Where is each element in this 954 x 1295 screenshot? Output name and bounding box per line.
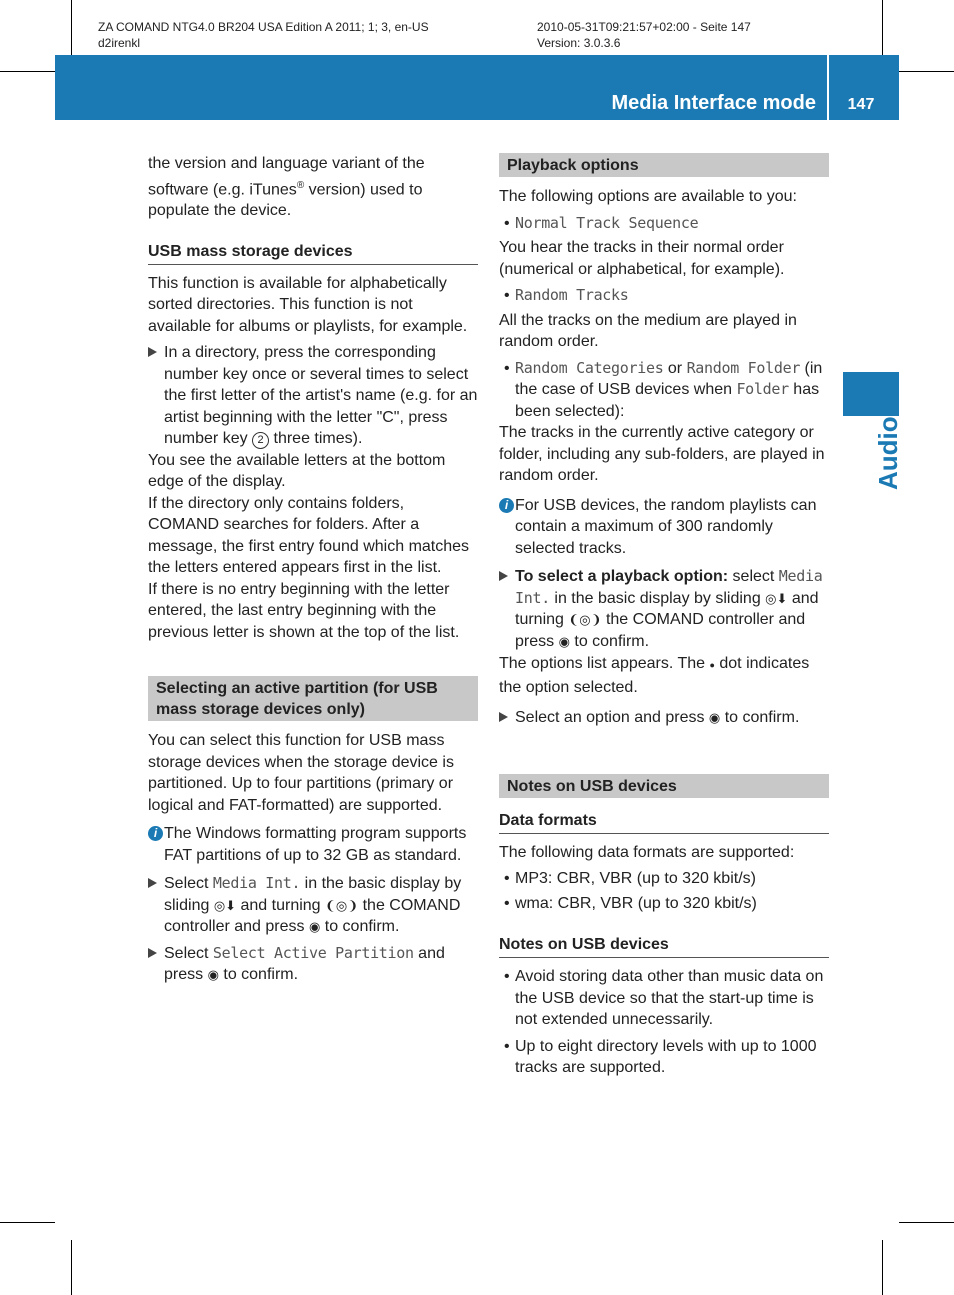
bullet-icon: •	[504, 287, 510, 304]
arrow-icon	[499, 571, 508, 581]
side-tab-block	[843, 372, 899, 416]
step-select-option: Select an option and press ◉ to confirm.	[499, 707, 829, 729]
notes-usb-subheading: Notes on USB devices	[499, 935, 829, 958]
number-key-icon: 2	[252, 432, 269, 449]
arrow-icon	[499, 712, 508, 722]
step-select-letter: In a directory, press the corresponding number key once or several times to select the first letter of the artist's name (e.g. for an artist beginning with the letter "C", press number key 2 three times).	[148, 342, 478, 450]
slide-controller-icon: ◎⬇	[213, 897, 237, 913]
crop-mark	[0, 71, 55, 72]
slide-controller-icon: ◎⬇	[765, 590, 788, 606]
format-item: • wma: CBR, VBR (up to 320 kbit/s)	[499, 893, 829, 915]
press-controller-icon: ◉	[708, 710, 721, 725]
note-folders: If the directory only contains folders, COMAND searches for folders. After a message, the first entry found which matches the letters entered appears first in the list.	[148, 494, 470, 577]
usb-mass-storage-heading: USB mass storage devices	[148, 242, 478, 265]
side-tab	[839, 416, 903, 498]
arrow-icon	[148, 347, 157, 357]
note-item: • Up to eight directory levels with up to 1000 tracks are supported.	[504, 1037, 817, 1076]
crop-mark	[882, 0, 883, 55]
playback-options-heading: Playback options	[499, 153, 829, 177]
option-random-tracks: • Random Tracks	[499, 285, 829, 307]
step-note: The options list appears. The ● dot indicates the option selected.	[499, 655, 810, 696]
crop-mark	[0, 1222, 55, 1223]
note-letters: You see the available letters at the bottom edge of the display.	[148, 451, 446, 491]
header-divider	[827, 55, 829, 120]
note-no-entry: If there is no entry beginning with the letter entered, the last entry beginning with the previous letter is shown at the top of the list.	[148, 580, 460, 641]
usb-text: This function is available for alphabetically sorted directories. This function is not available for albums or playlists, for example.	[148, 274, 468, 335]
bullet-icon: •	[504, 359, 510, 377]
notes-usb-heading: Notes on USB devices	[499, 774, 829, 798]
option-random-categories-desc: The tracks in the currently active category or folder, including any sub-folders, are played in random order.	[499, 424, 825, 484]
side-tab-label: Audio	[873, 416, 903, 490]
arrow-icon	[148, 948, 157, 958]
crop-mark	[882, 1240, 883, 1295]
print-meta-left: ZA COMAND NTG4.0 BR204 USA Edition A 2011; 1; 3, en-US d2irenkl	[98, 20, 429, 50]
crop-mark	[899, 71, 954, 72]
step-select-playback: To select a playback option: select Media Int. in the basic display by sliding ◎⬇ and turning ❨◎❩ the COMAND controller and press ◉ to confirm.	[499, 566, 829, 652]
page-number: 147	[847, 96, 875, 113]
right-column	[499, 153, 829, 1079]
step-select-media: Select Media Int. in the basic display by sliding ◎⬇ and turning ❨◎❩ the COMAND controller and press ◉ to confirm.	[148, 873, 478, 938]
arrow-icon	[148, 878, 157, 888]
data-formats-heading: Data formats	[499, 811, 829, 834]
step-select-partition: Select Select Active Partition and press ◉ to confirm.	[148, 943, 478, 986]
section-title: Media Interface mode	[611, 92, 816, 114]
option-random-tracks-desc: All the tracks on the medium are played in random order.	[499, 311, 797, 350]
playback-intro: The following options are available to you:	[499, 188, 797, 205]
formats-intro: The following data formats are supported:	[499, 843, 795, 861]
dot-icon: ●	[709, 660, 715, 670]
press-controller-icon: ◉	[207, 967, 219, 983]
option-random-categories: • Random Categories or Random Folder (in the case of USB devices when Folder has been selected):	[504, 358, 823, 420]
press-controller-icon: ◉	[308, 919, 321, 935]
bullet-icon: •	[504, 870, 510, 887]
partition-heading: Selecting an active partition (for USB mass storage devices only)	[148, 676, 478, 721]
bullet-icon: •	[504, 894, 510, 912]
intro-text: the version and language variant of the software (e.g. iTunes® version) used to populate the device.	[148, 155, 425, 220]
print-meta-right: 2010-05-31T09:21:57+02:00 - Seite 147 Version: 3.0.3.6	[537, 20, 751, 50]
format-item: • MP3: CBR, VBR (up to 320 kbit/s)	[499, 868, 829, 890]
option-normal-desc: You hear the tracks in their normal order (numerical or alphabetical, for example).	[499, 239, 785, 278]
info-note: i The Windows formatting program supports FAT partitions of up to 32 GB as standard.	[148, 823, 478, 866]
bullet-icon: •	[504, 214, 510, 232]
crop-mark	[899, 1222, 954, 1223]
info-icon: i	[499, 498, 514, 513]
option-normal: • Normal Track Sequence	[499, 213, 829, 235]
bullet-icon: •	[504, 1037, 510, 1055]
turn-controller-icon: ❨◎❩	[325, 897, 359, 913]
left-column	[148, 153, 478, 986]
crop-mark	[71, 0, 72, 55]
info-icon: i	[148, 826, 163, 841]
press-controller-icon: ◉	[558, 633, 570, 649]
partition-text: You can select this function for USB mass storage devices when the storage device is partitioned. Up to four partitions (primary or logical and FAT-formatted) are supported.	[148, 732, 454, 814]
header-bar	[55, 55, 899, 120]
info-note: i For USB devices, the random playlists can contain a maximum of 300 randomly selected tracks.	[499, 495, 829, 560]
bullet-icon: •	[504, 968, 510, 985]
crop-mark	[71, 1240, 72, 1295]
note-item: • Avoid storing data other than music data on the USB device so that the start-up time is not extended unnecessarily.	[504, 968, 824, 1028]
turn-controller-icon: ❨◎❩	[568, 612, 602, 627]
